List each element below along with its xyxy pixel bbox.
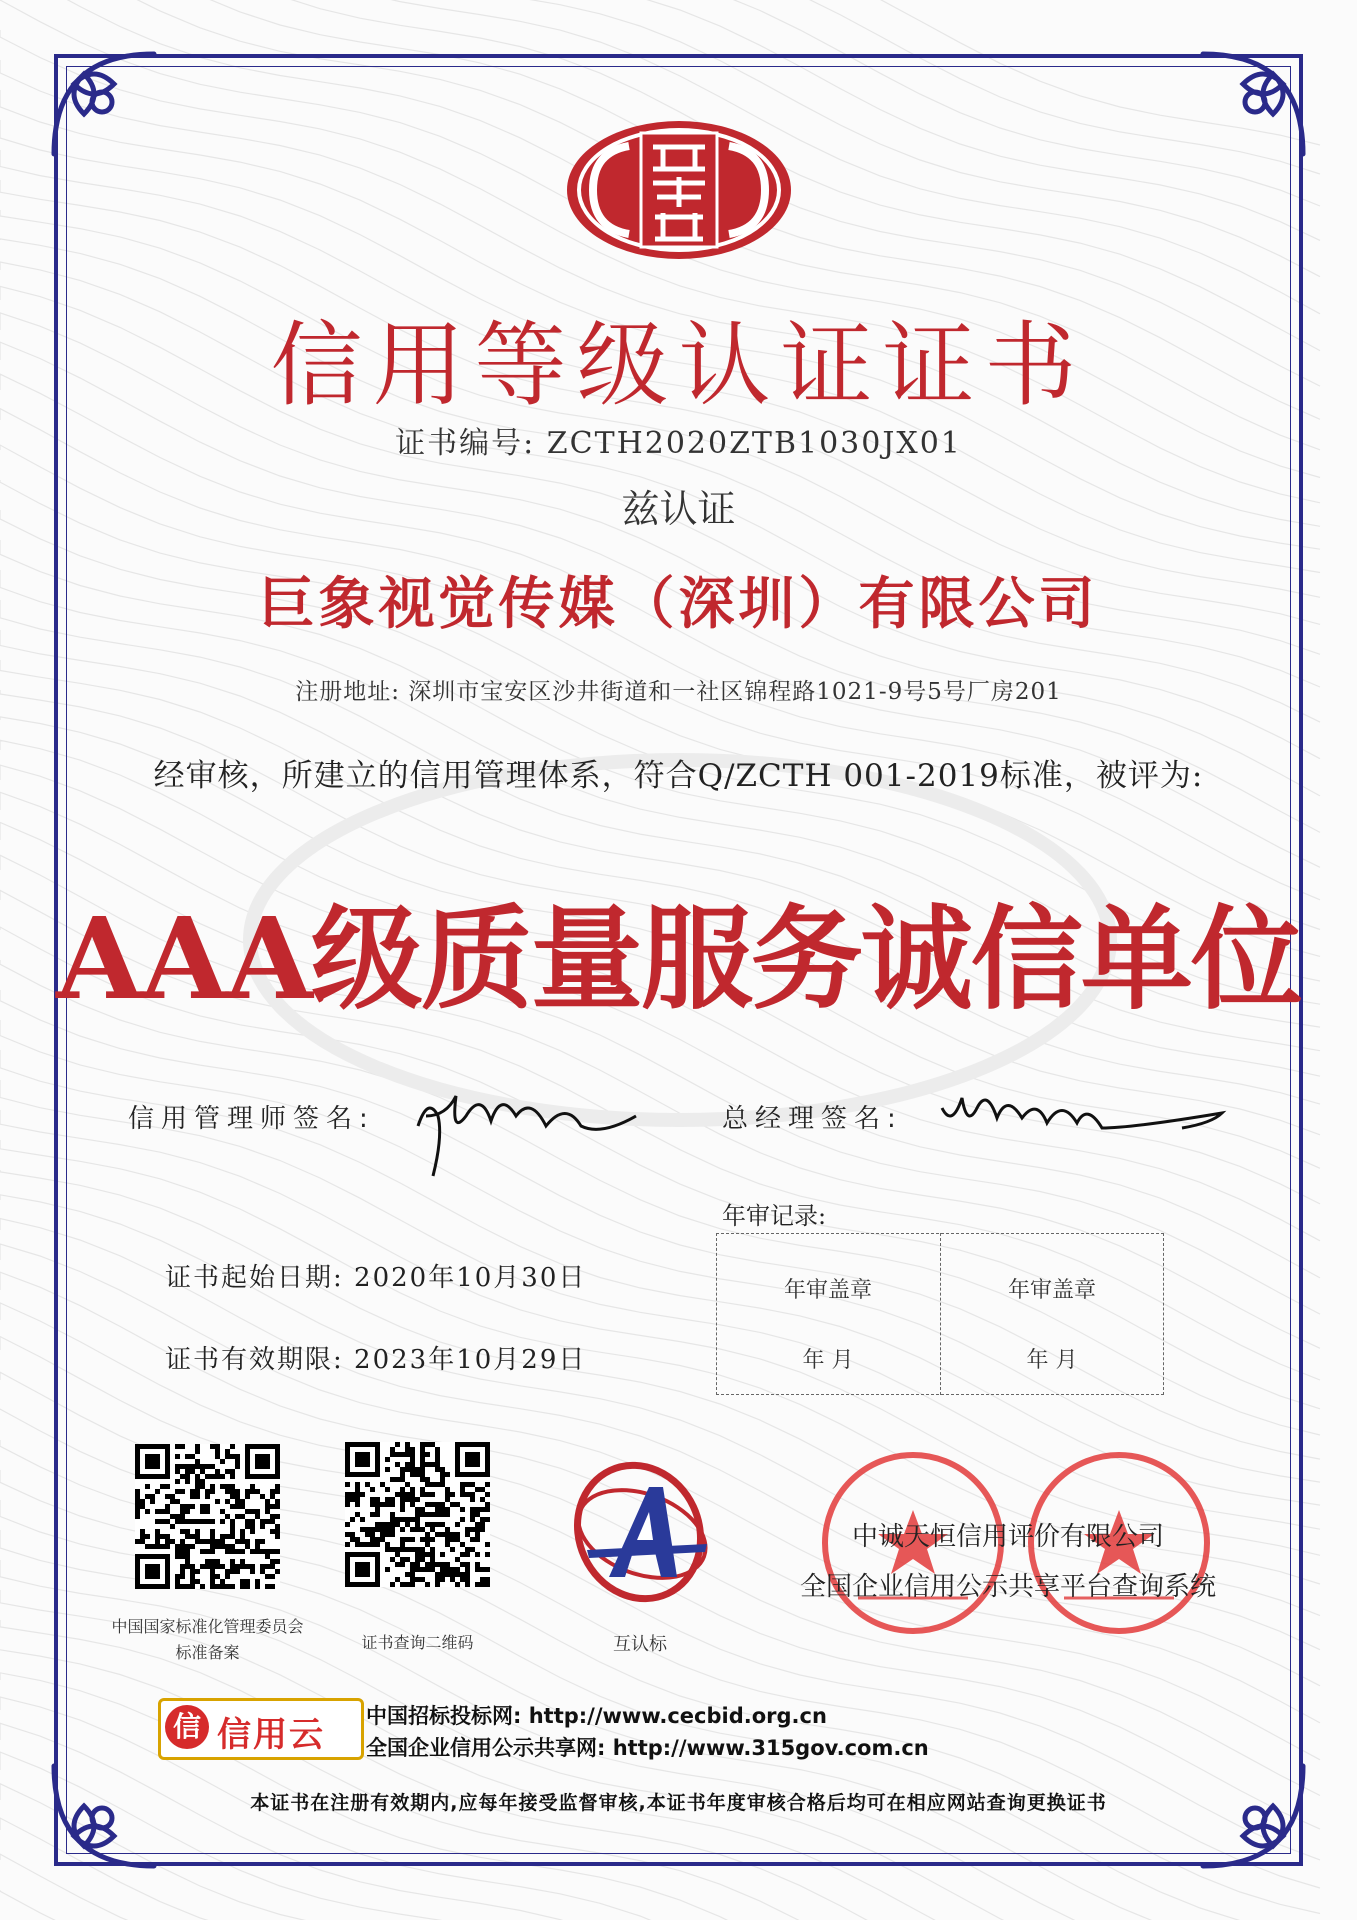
xinyun-logo xyxy=(158,1698,364,1760)
review-record-label: 年审记录: xyxy=(722,1202,827,1230)
address-value: 深圳市宝安区沙井街道和一社区锦程路1021-9号5号厂房201 xyxy=(408,679,1062,705)
credit-grade: AAA级质量服务诚信单位 xyxy=(56,894,1301,1025)
review-date-2: 年 月 xyxy=(1026,1348,1078,1373)
review-stamp-2: 年审盖章 xyxy=(1007,1278,1096,1303)
cert-number-value: ZCTH2020ZTB1030JX01 xyxy=(546,426,962,461)
cert-number-label: 证书编号: xyxy=(395,426,536,461)
company-name: 巨象视觉传媒（深圳）有限公司 xyxy=(258,572,1099,637)
corner-ornament-top-right xyxy=(1193,44,1313,164)
link-url[interactable]: http://www.315gov.com.cn xyxy=(612,1736,929,1760)
seal-query-system: 全国企业信用公示共享平台查询系统 xyxy=(800,1572,1217,1602)
general-manager-signature xyxy=(932,1078,1232,1158)
link-row-cecbid[interactable] xyxy=(366,1700,929,1732)
audit-statement: 经审核，所建立的信用管理体系，符合Q/ZCTH 001-2019标准，被评为: xyxy=(153,758,1204,794)
address-label: 注册地址: xyxy=(295,679,400,705)
qr-caption-standard: 中国国家标准化管理委员会标准备案 xyxy=(111,1617,304,1662)
link-row-315gov[interactable] xyxy=(366,1732,929,1764)
mutual-recognition-logo xyxy=(567,1452,717,1607)
registered-address xyxy=(0,673,1357,706)
review-stamp-1: 年审盖章 xyxy=(783,1278,872,1303)
review-date-1: 年 月 xyxy=(802,1348,854,1373)
xinyun-text: 信用云 xyxy=(217,1715,325,1755)
credit-manager-signature xyxy=(408,1066,638,1186)
mutual-recognition-label: 互认标 xyxy=(613,1634,667,1655)
link-url[interactable]: http://www.cecbid.org.cn xyxy=(528,1704,827,1728)
valid-until-label: 证书有效期限: xyxy=(165,1345,344,1375)
valid-until-value: 2023年10月29日 xyxy=(354,1345,587,1375)
corner-ornament-top-left xyxy=(44,44,164,164)
link-label: 中国招标投标网: xyxy=(366,1704,522,1728)
start-date xyxy=(165,1257,586,1294)
issuer-emblem xyxy=(563,117,795,263)
seal-organization-name: 中诚天恒信用评价有限公司 xyxy=(852,1522,1165,1552)
certificate-query-qr-code[interactable] xyxy=(345,1442,490,1587)
reference-links xyxy=(366,1700,929,1764)
qr-caption-query: 证书查询二维码 xyxy=(361,1633,474,1652)
general-manager-signature-label: 总经理签名: xyxy=(722,1104,903,1134)
hereby-certify: 兹认证 xyxy=(621,487,736,531)
certificate-number xyxy=(0,418,1357,462)
start-date-label: 证书起始日期: xyxy=(165,1263,344,1293)
standard-filing-qr-code[interactable] xyxy=(135,1444,280,1589)
valid-until xyxy=(165,1339,586,1376)
footer-notice: 本证书在注册有效期内,应每年接受监督审核,本证书年度审核合格后均可在相应网站查询更换证书 xyxy=(250,1792,1107,1814)
link-label: 全国企业信用公示共享网: xyxy=(366,1736,606,1760)
start-date-value: 2020年10月30日 xyxy=(354,1263,587,1293)
corner-ornament-bottom-right xyxy=(1193,1756,1313,1876)
corner-ornament-bottom-left xyxy=(44,1756,164,1876)
xinyun-badge: 信 xyxy=(165,1705,209,1749)
certificate-title: 信用等级认证证书 xyxy=(270,312,1087,419)
credit-manager-signature-label: 信用管理师签名: xyxy=(128,1104,375,1134)
